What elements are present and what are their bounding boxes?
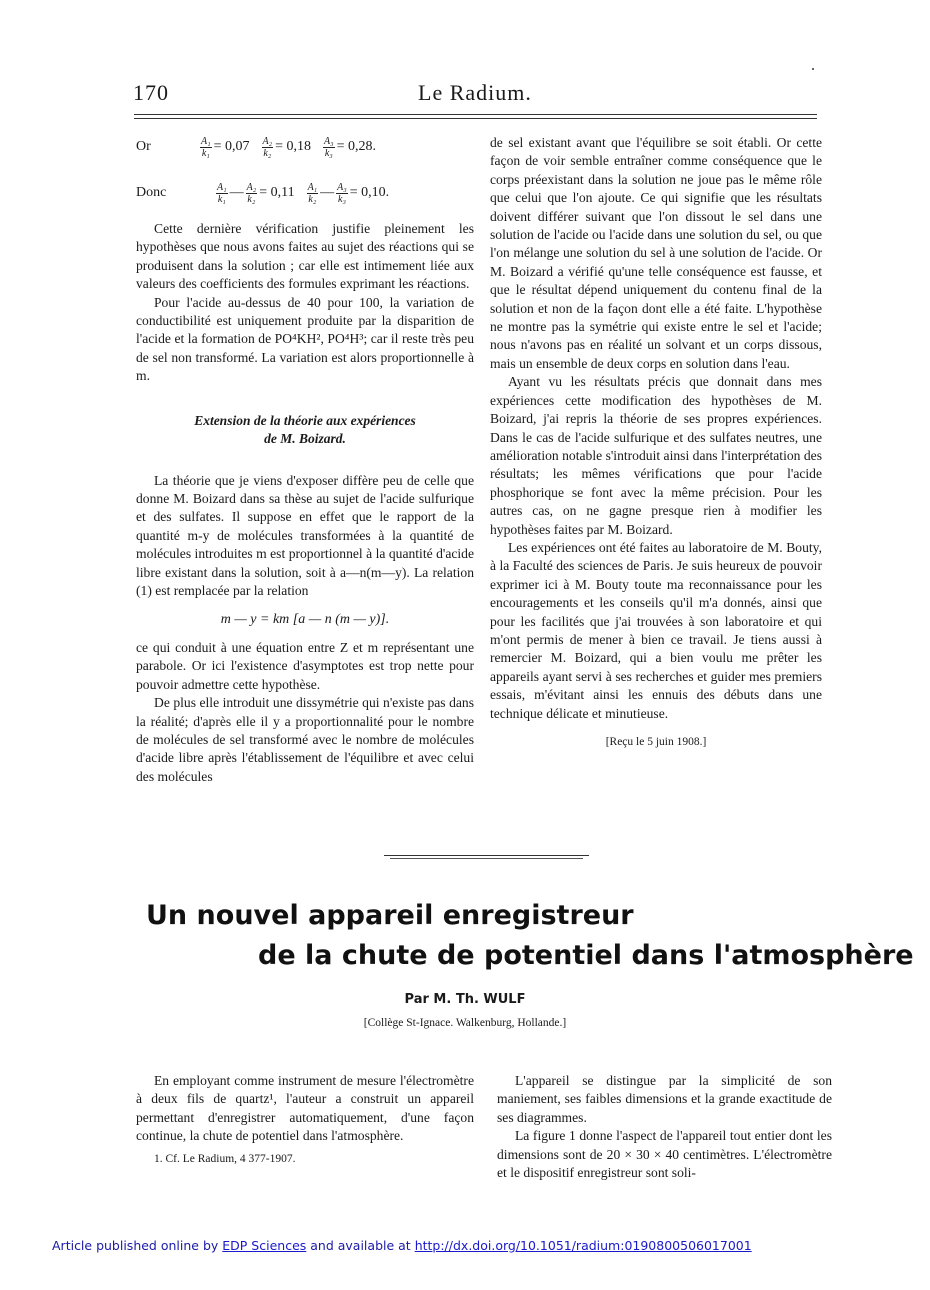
header-rule bbox=[134, 114, 817, 115]
math-donc-line: Donc $\frac{\text{A₁}}{\text{k₁}}$ — $\frac{\text{A₂}}{\text{k₂}}$ = 0,11 $\frac{\text{A₁}}{\text{k₂}}$ — $\frac{\text{A₃}}{\text{k₃}}$ = 0,10. bbox=[136, 181, 390, 205]
paragraph: En employant comme instrument de mesure l'électromètre à deux fils de quartz¹, l'auteur a construit un appareil permettant d'enregistrer automatiquement, d'une façon continue, la chute de potentiel dans l'atmosphère. bbox=[136, 1073, 474, 1144]
publisher-link[interactable]: EDP Sciences bbox=[222, 1238, 307, 1253]
doi-link[interactable]: http://dx.doi.org/10.1051/radium:0190800506017001 bbox=[414, 1238, 752, 1253]
equation: m — y = km [a — n (m — y)]. bbox=[220, 611, 390, 627]
publication-footer: Article published online by EDP Sciences and available at http://dx.doi.org/10.1051/radium:0190800506017001 bbox=[52, 1238, 752, 1253]
footnote: 1. Cf. Le Radium, 4 377-1907. bbox=[154, 1152, 296, 1165]
paragraph: La figure 1 donne l'aspect de l'appareil tout entier dont les dimensions sont de 20 × 30 × 40 centimètres. L'électromètre et le dispositif enregistreur sont soli- bbox=[497, 1128, 832, 1181]
author-byline: Par M. Th. WULF bbox=[404, 992, 526, 1007]
speck bbox=[812, 68, 814, 70]
left-column bbox=[136, 130, 474, 786]
paragraph: Ayant vu les résultats précis que donnait dans mes expériences cette modification des hypothèses de M. Boizard, j'ai repris la théorie de ses propres expériences. Dans le cas de l'acide sulfurique et des sulfates neutres, une amélioration notable s'introduit ainsi dans l'interprétation des résultats; les mêmes vérifications que pour l'acide phosphorique se font avec la même précision. Pour les autres cas, on ne gagne presque rien à modifier les hypothèses faites par M. Boizard. bbox=[490, 374, 822, 537]
paragraph: La théorie que je viens d'exposer diffère peu de celle que donne M. Boizard dans sa thèse au sujet de l'acide sulfurique et des sulfates. Il suppose en effet que le rapport de la quantité m-y de molécules transformées à la quantité de molécules introduites m est proportionnel à la quantité d'acide libre existant dans la solution, soit à a—n(m—y). La relation (1) est remplacée par la relation bbox=[136, 472, 474, 599]
article-title-line1: Un nouvel appareil enregistreur bbox=[146, 900, 634, 931]
article-left-column bbox=[136, 1072, 474, 1168]
separator-rule bbox=[384, 855, 589, 856]
paragraph: ce qui conduit à une équation entre Z et m représentant une parabole. Or ici l'existence d'asymptotes est trop nette pour pouvoir admettre cette hypothèse. bbox=[136, 639, 474, 692]
right-column bbox=[490, 134, 822, 751]
section-heading: Extension de la théorie aux expériences de M. Boizard. bbox=[194, 412, 416, 446]
paragraph: De plus elle introduit une dissymétrie qui n'existe pas dans la réalité; d'après elle il y a proportionnalité pour le nombre de molécules de sel transformé avec le nombre de molécules d'acide libre après l'établissement de l'équilibre et avec celui des molécules bbox=[136, 695, 474, 784]
separator-rule-2 bbox=[390, 858, 583, 859]
journal-title: Le Radium. bbox=[418, 80, 532, 105]
header-rule-2 bbox=[134, 118, 817, 119]
paragraph: de sel existant avant que l'équilibre se soit établi. Or cette façon de voir semble entraîner comme conséquence que le corps préexistant dans la solution ne joue pas le même rôle que celui que l'on ajoute. Ce qui signifie que les résultats doivent différer suivant que l'on dissout le sel dans une solution de l'acide ou l'acide dans une solution du sel, ou que l'on mélange une solution du sel à une solution de l'acide. Or M. Boizard a vérifié qu'une telle conséquence est fausse, et que le résultat dépend uniquement du contenu final de la solution et non de la façon dont elle a été faite. L'hypothèse ne montre pas la symétrie qui existe entre le sel et l'acide; nous n'avons pas en réalité un solvant et un corps dissous, mais un ensemble de deux corps en solution dans l'eau. bbox=[490, 135, 822, 371]
article-right-column bbox=[497, 1072, 832, 1182]
page-number: 170 bbox=[133, 80, 169, 105]
article-title-line2: de la chute de potentiel dans l'atmosphère bbox=[258, 940, 914, 971]
math-or-line: Or $\frac{\text{A₁}}{\text{k₁}}$ = 0,07 $\frac{\text{A₂}}{\text{k₂}}$ = 0,18 $\frac{\text{A₃}}{\text{k₃}}$ = 0,28. bbox=[136, 135, 376, 159]
author-affiliation: [Collège St-Ignace. Walkenburg, Hollande.] bbox=[363, 1017, 567, 1029]
paragraph: L'appareil se distingue par la simplicité de son maniement, ses faibles dimensions et la grande exactitude de ses diagrammes. bbox=[497, 1073, 832, 1125]
paragraph: Cette dernière vérification justifie pleinement les hypothèses que nous avons faites au sujet des réactions qui se produisent dans la solution ; car elle est intimement liée aux valeurs des coefficients des formules exprimant les réactions. bbox=[136, 221, 474, 292]
paragraph: Pour l'acide au-dessus de 40 pour 100, la variation de conductibilité est uniquement produite par la disparition de l'acide et la formation de PO⁴KH², PO⁴H³; car il reste très peu de sel non transformé. La variation est alors proportionnelle à m. bbox=[136, 294, 474, 384]
paragraph: Les expériences ont été faites au laboratoire de M. Bouty, à la Faculté des sciences de Paris. Je suis heureux de pouvoir exprimer ici à M. Bouty toute ma reconnaissance pour les encouragements et les conseils qu'il m'a donnés, ainsi que pour les facilités que j'ai trouvées à son laboratoire et qui m'ont permis de mener à bien ce travail. Je tiens aussi à remercier M. Boizard, qui a bien voulu me prêter les appareils ayant servi à ses recherches et guider mes premiers essais, m'évitant ainsi les ennuis des débuts dans une technique délicate et minutieuse. bbox=[490, 539, 822, 721]
received-date: [Reçu le 5 juin 1908.] bbox=[605, 736, 707, 748]
